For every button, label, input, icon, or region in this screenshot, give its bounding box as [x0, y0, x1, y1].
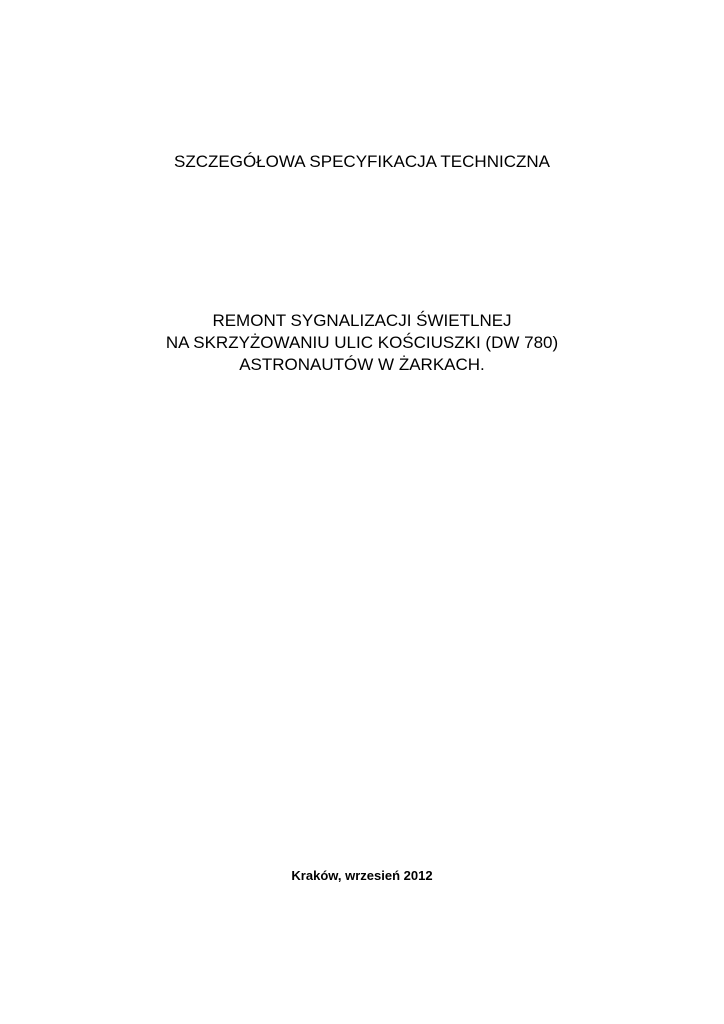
- place-and-date: Kraków, wrzesień 2012: [291, 868, 433, 883]
- project-title-line-1: REMONT SYGNALIZACJI ŚWIETLNEJ: [212, 311, 512, 330]
- project-title-line-3: ASTRONAUTÓW W ŻARKACH.: [239, 355, 485, 374]
- document-type-heading: SZCZEGÓŁOWA SPECYFIKACJA TECHNICZNA: [174, 152, 550, 171]
- project-title: [0, 310, 724, 376]
- project-title-line-2: NA SKRZYŻOWANIU ULIC KOŚCIUSZKI (DW 780): [165, 333, 559, 352]
